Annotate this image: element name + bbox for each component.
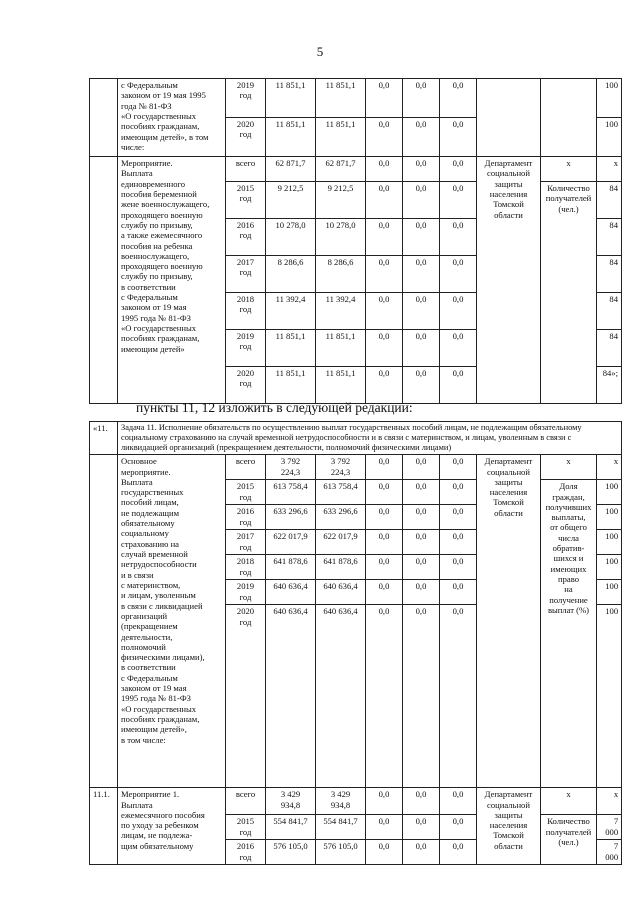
table-row: [90, 157, 622, 182]
regional-value: 11 851,1: [316, 79, 366, 118]
regional-value: 622 017,9: [316, 530, 366, 555]
other-value: 0,0: [440, 530, 477, 555]
indicator-value: 100: [597, 79, 622, 118]
local-value: 0,0: [403, 480, 440, 505]
other-value: 0,0: [440, 505, 477, 530]
other-value: 0,0: [440, 580, 477, 605]
other-value: 0,0: [440, 79, 477, 118]
federal-value: 0,0: [366, 840, 403, 865]
indicator-value: х: [597, 455, 622, 480]
total-value: 11 392,4: [266, 293, 316, 330]
year-cell: 2020 год: [226, 118, 266, 157]
total-value: 641 878,6: [266, 555, 316, 580]
other-value: 0,0: [440, 815, 477, 840]
task-11-table: [89, 421, 622, 865]
federal-value: 0,0: [366, 330, 403, 367]
section-heading: пункты 11, 12 изложить в следующей редакции:: [136, 400, 413, 415]
local-value: 0,0: [403, 157, 440, 182]
measure-description: Мероприятие. Выплата единовременного пособия беременной жене военнослужащего, проходящего военную службу по призыву, а также ежемесячного пособия на ребенка военнослужащего, проходящего военную службу по призыву, в соответствии с Федеральным законом от 19 мая 1995 года № 81-ФЗ «О государственных пособиях гражданам, имеющим детей»: [118, 157, 226, 404]
local-value: 0,0: [403, 555, 440, 580]
federal-value: 0,0: [366, 580, 403, 605]
local-value: 0,0: [403, 118, 440, 157]
indicator-cell: [541, 79, 597, 157]
total-value: 640 636,4: [266, 605, 316, 788]
year-cell: 2016 год: [226, 840, 266, 865]
other-value: 0,0: [440, 118, 477, 157]
year-cell: 2020 год: [226, 605, 266, 788]
regional-value: 641 878,6: [316, 555, 366, 580]
year-cell: 2015 год: [226, 480, 266, 505]
task-number: «11.: [90, 422, 118, 455]
other-value: 0,0: [440, 293, 477, 330]
sub-number: 11.1.: [90, 788, 118, 865]
other-value: 0,0: [440, 157, 477, 182]
indicator-x: х: [541, 788, 597, 815]
year-cell: 2017 год: [226, 256, 266, 293]
year-cell: всего: [226, 157, 266, 182]
local-value: 0,0: [403, 219, 440, 256]
year-cell: всего: [226, 455, 266, 480]
federal-value: 0,0: [366, 788, 403, 815]
table-row: [90, 788, 622, 815]
executor-cell: Департамент социальной защиты населения Томской области: [477, 455, 541, 788]
indicator-value: 100: [597, 580, 622, 605]
total-value: 576 105,0: [266, 840, 316, 865]
executor-cell: Департамент социальной защиты населения Томской области: [477, 157, 541, 404]
year-cell: 2015 год: [226, 815, 266, 840]
local-value: 0,0: [403, 182, 440, 219]
federal-value: 0,0: [366, 219, 403, 256]
local-value: 0,0: [403, 605, 440, 788]
federal-value: 0,0: [366, 815, 403, 840]
indicator-value: 84»;: [597, 367, 622, 404]
program-table-continued: [89, 78, 622, 404]
indicator-value: 84: [597, 330, 622, 367]
regional-value: 62 871,7: [316, 157, 366, 182]
indicator-value: 100: [597, 118, 622, 157]
task-row: [90, 422, 622, 455]
federal-value: 0,0: [366, 118, 403, 157]
year-cell: всего: [226, 788, 266, 815]
main-measure-description: Основное мероприятие. Выплата государственных пособий лицам, не подлежащим обязательному социальному страхованию на случай временной нетрудоспособности и в связи с материнством, и лицам, уволенным в связи с ликвидацией организаций (прекращением деятельности, полномочий физическими лицами), в соответствии с Федеральным законом от 19 мая 1995 года № 81-ФЗ «О государственных пособиях гражданам, имеющим детей», в том числе:: [118, 455, 226, 788]
year-cell: 2018 год: [226, 555, 266, 580]
federal-value: 0,0: [366, 505, 403, 530]
other-value: 0,0: [440, 605, 477, 788]
federal-value: 0,0: [366, 79, 403, 118]
year-cell: 2017 год: [226, 530, 266, 555]
regional-value: 633 296,6: [316, 505, 366, 530]
year-cell: 2018 год: [226, 293, 266, 330]
total-value: 640 636,4: [266, 580, 316, 605]
federal-value: 0,0: [366, 480, 403, 505]
executor-cell: [477, 79, 541, 157]
other-value: 0,0: [440, 330, 477, 367]
federal-value: 0,0: [366, 455, 403, 480]
regional-value: 576 105,0: [316, 840, 366, 865]
indicator-value: 100: [597, 480, 622, 505]
page-number: 5: [316, 44, 324, 59]
regional-value: 613 758,4: [316, 480, 366, 505]
local-value: 0,0: [403, 840, 440, 865]
task-text: Задача 11. Исполнение обязательств по осуществлению выплат государственных пособий лицам, не подлежащим обязательному социальному страхованию на случай временной нетрудоспособности и в связи с материнством, и лицам, уволенным в связи с ликвидацией организаций (прекращением деятельности, полномочий физическими лицами): [118, 422, 622, 455]
indicator-value: х: [597, 788, 622, 815]
regional-value: 640 636,4: [316, 580, 366, 605]
total-value: 613 758,4: [266, 480, 316, 505]
other-value: 0,0: [440, 840, 477, 865]
local-value: 0,0: [403, 293, 440, 330]
local-value: 0,0: [403, 580, 440, 605]
regional-value: 640 636,4: [316, 605, 366, 788]
indicator-value: 7 000: [597, 840, 622, 865]
total-value: 9 212,5: [266, 182, 316, 219]
indicator-x: х: [541, 455, 597, 480]
federal-value: 0,0: [366, 157, 403, 182]
regional-value: 11 851,1: [316, 330, 366, 367]
federal-value: 0,0: [366, 367, 403, 404]
indicator-name: Количество получателей (чел.): [541, 182, 597, 404]
local-value: 0,0: [403, 815, 440, 840]
local-value: 0,0: [403, 256, 440, 293]
local-value: 0,0: [403, 455, 440, 480]
total-value: 10 278,0: [266, 219, 316, 256]
year-cell: 2016 год: [226, 219, 266, 256]
total-value: 554 841,7: [266, 815, 316, 840]
regional-value: 11 851,1: [316, 367, 366, 404]
indicator-value: 100: [597, 605, 622, 788]
total-value: 3 429 934,8: [266, 788, 316, 815]
total-value: 62 871,7: [266, 157, 316, 182]
regional-value: 8 286,6: [316, 256, 366, 293]
total-value: 11 851,1: [266, 330, 316, 367]
other-value: 0,0: [440, 182, 477, 219]
total-value: 622 017,9: [266, 530, 316, 555]
federal-value: 0,0: [366, 256, 403, 293]
other-value: 0,0: [440, 219, 477, 256]
indicator-value: 100: [597, 505, 622, 530]
item-description: с Федеральным законом от 19 мая 1995 года № 81-ФЗ «О государственных пособиях гражданам, имеющим детей», в том числе:: [118, 79, 226, 157]
total-value: 633 296,6: [266, 505, 316, 530]
total-value: 11 851,1: [266, 367, 316, 404]
total-value: 11 851,1: [266, 79, 316, 118]
local-value: 0,0: [403, 530, 440, 555]
table-row: [90, 79, 622, 118]
indicator-value: 100: [597, 530, 622, 555]
total-value: 3 792 224,3: [266, 455, 316, 480]
year-cell: 2020 год: [226, 367, 266, 404]
other-value: 0,0: [440, 256, 477, 293]
local-value: 0,0: [403, 330, 440, 367]
federal-value: 0,0: [366, 293, 403, 330]
table-row: [90, 455, 622, 480]
year-cell: 2019 год: [226, 330, 266, 367]
regional-value: 554 841,7: [316, 815, 366, 840]
year-cell: 2015 год: [226, 182, 266, 219]
indicator-value: х: [597, 157, 622, 182]
indicator-value: 84: [597, 293, 622, 330]
regional-value: 9 212,5: [316, 182, 366, 219]
indicator-value: 84: [597, 256, 622, 293]
indicator-value: 84: [597, 182, 622, 219]
other-value: 0,0: [440, 455, 477, 480]
indicator-x: х: [541, 157, 597, 182]
total-value: 11 851,1: [266, 118, 316, 157]
federal-value: 0,0: [366, 555, 403, 580]
regional-value: 3 429 934,8: [316, 788, 366, 815]
federal-value: 0,0: [366, 530, 403, 555]
federal-value: 0,0: [366, 605, 403, 788]
row-number: [90, 157, 118, 404]
indicator-value: 84: [597, 219, 622, 256]
regional-value: 3 792 224,3: [316, 455, 366, 480]
regional-value: 10 278,0: [316, 219, 366, 256]
total-value: 8 286,6: [266, 256, 316, 293]
other-value: 0,0: [440, 788, 477, 815]
regional-value: 11 392,4: [316, 293, 366, 330]
indicator-value: 7 000: [597, 815, 622, 840]
indicator-name: Доля граждан, получивших выплаты, от общего числа обратив- шихся и имеющих право на получение выплат (%): [541, 480, 597, 788]
federal-value: 0,0: [366, 182, 403, 219]
local-value: 0,0: [403, 788, 440, 815]
sub-measure-description: Мероприятие 1. Выплата ежемесячного пособия по уходу за ребенком лицам, не подлежа- щим обязательному: [118, 788, 226, 865]
year-cell: 2019 год: [226, 580, 266, 605]
year-cell: 2019 год: [226, 79, 266, 118]
indicator-name: Количество получателей (чел.): [541, 815, 597, 865]
year-cell: 2016 год: [226, 505, 266, 530]
indicator-value: 100: [597, 555, 622, 580]
local-value: 0,0: [403, 367, 440, 404]
other-value: 0,0: [440, 367, 477, 404]
other-value: 0,0: [440, 555, 477, 580]
regional-value: 11 851,1: [316, 118, 366, 157]
other-value: 0,0: [440, 480, 477, 505]
local-value: 0,0: [403, 79, 440, 118]
executor-cell: Департамент социальной защиты населения Томской области: [477, 788, 541, 865]
row-number: [90, 455, 118, 788]
local-value: 0,0: [403, 505, 440, 530]
row-number: [90, 79, 118, 157]
